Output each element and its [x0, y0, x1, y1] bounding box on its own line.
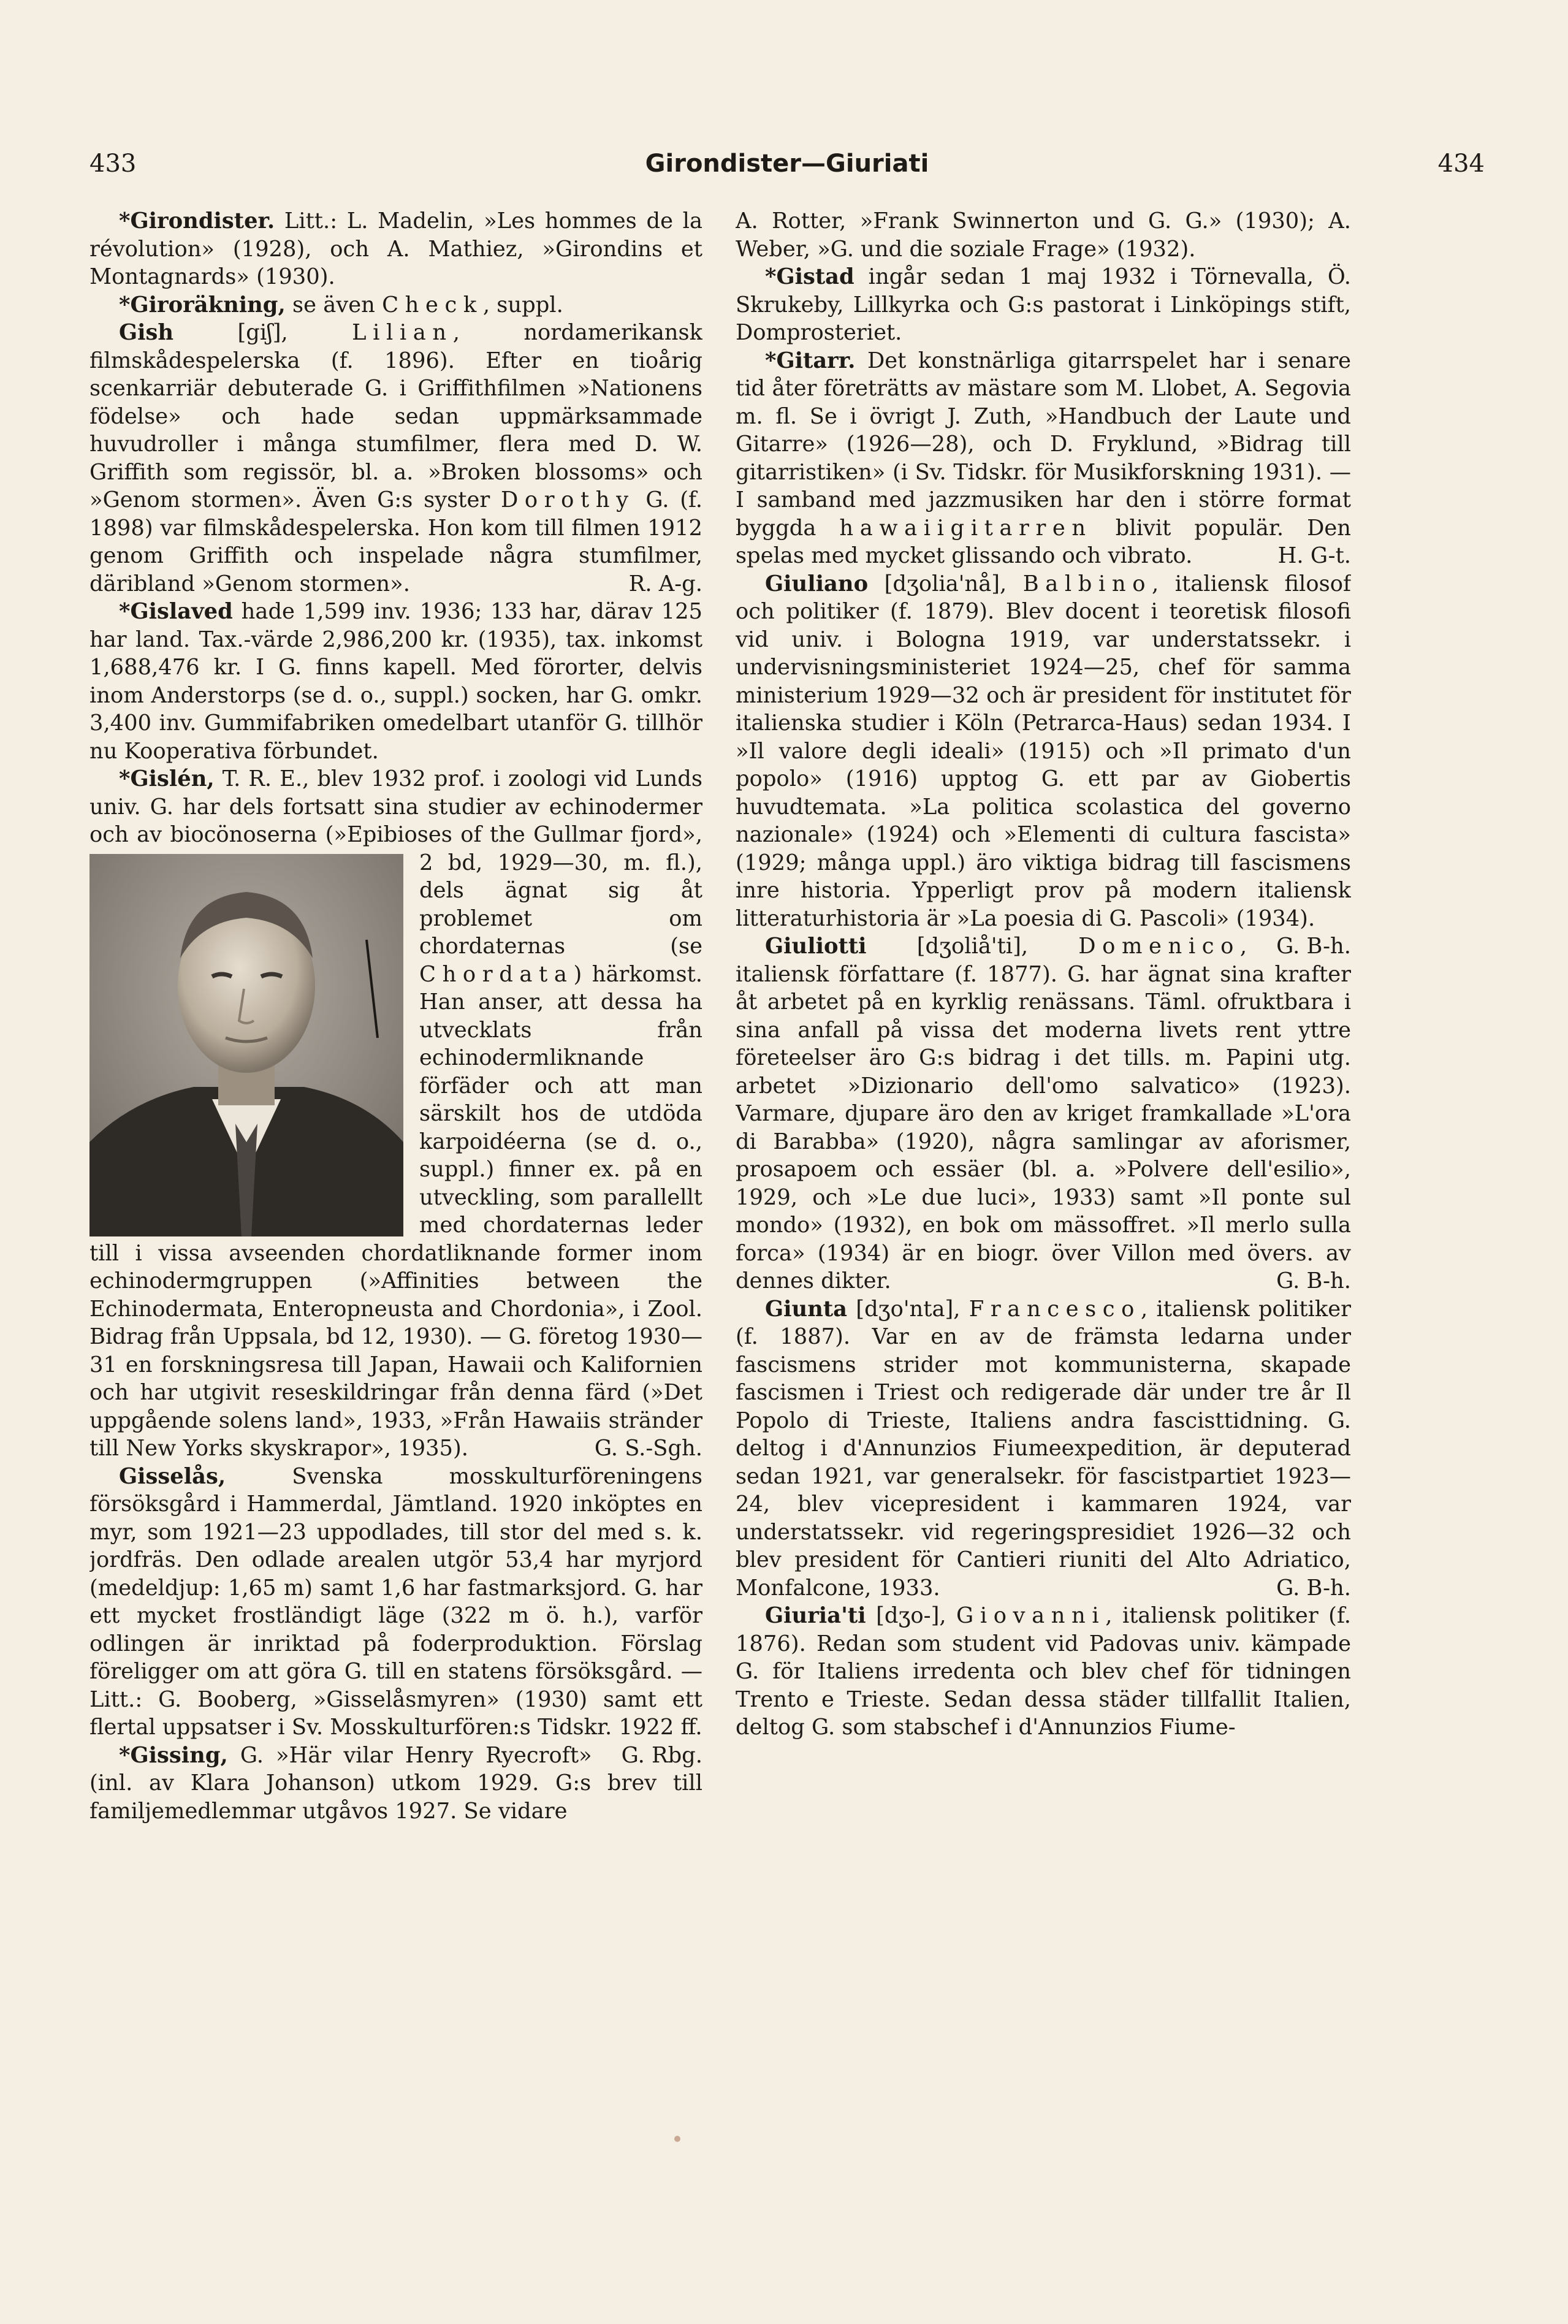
headword: Giuliotti: [765, 934, 867, 959]
headword: *Gislén,: [119, 766, 215, 791]
entry-giunta: [736, 1295, 1351, 1602]
entry-gislaved: [89, 598, 702, 765]
headword: *Gissing,: [119, 1742, 228, 1768]
headword: *Girondister.: [119, 208, 275, 234]
headword: Giunta: [765, 1296, 848, 1322]
entry-gislen: [89, 765, 702, 1463]
signature: G. B-h.: [1276, 934, 1351, 959]
spaced-name: Dorothy: [500, 487, 635, 512]
pronunciation: [dʒo'nta],: [847, 1296, 969, 1322]
page-number-left: 433: [89, 150, 137, 178]
entry-text: Det konstnärliga gitarrspelet har i senare tid åter företrätts av mästare som M. Llobet, A. Segovia m. fl. Se i övrigt J. Zuth, »Handbuch der Laute und Gitarre» (1926—28), och D. Fryklund, »Bidrag till gitarristiken» (i Sv. Tidskr. för Musikforskning 1931). — I samband med jazzmusiken har den i större format byggda: [736, 348, 1351, 541]
entry-text: Svenska mosskulturföreningens försöksgård i Hammerdal, Jämtland. 1920 inköptes en myr, som 1921—23 uppodlades, till stor del med s. k. jordfräs. Den odlade arealen utgör 53,4 har myrjord (medeldjup: 1,65 m) samt 1,6 har fastmarksjord. G. har ett mycket frostländigt läge (322 m ö. h.), varför odlingen är inriktad på foderproduktion. Förslag föreligger om att göra G. till en statens försöksgård. — Litt.: G. Booberg, »Gisselåsmyren» (1930) samt ett flertal uppsatser i Sv. Mosskulturfören:s Tidskr. 1922 ff.: [89, 1463, 702, 1740]
page-header: [89, 150, 1485, 186]
pronunciation: [giʃ],: [173, 320, 352, 345]
signature: R. A-g.: [628, 571, 702, 596]
entry-text: se även: [285, 292, 382, 318]
right-column: [736, 207, 1351, 2126]
spaced-name: Chordata: [419, 961, 574, 987]
entry-gistad: [736, 263, 1351, 347]
entry-text: , nordamerikansk filmskådespelerska (f. 1896). Efter en tioårig scenkarriär debuterade G. i Griffithfilmen »Nationens födelse» och hade sedan uppmärksammade huvudroller i många stumfilmer, flera med D. W. Griffith som regissör, bl. a. »Broken blossoms» och »Genom stormen». Även G:s syster: [89, 320, 702, 512]
entry-text: T. R. E., blev 1932 prof. i zoologi vid Lunds univ. G. har dels fortsatt sina studier av echinodermer och av biocönoserna (»Epibioses of the Gullmar fjord», 2 bd, 1929: [89, 766, 702, 875]
signature: G. B-h.: [1276, 1268, 1351, 1293]
headword: Gish: [119, 320, 174, 345]
signature: G. S.-Sgh.: [594, 1436, 702, 1461]
entry-girorakning: [89, 291, 702, 319]
entry-text: G. »Här vilar Henry Ryecroft» (inl. av Klara Johanson) utkom 1929. G:s brev till familjemedlemmar utgåvos 1927. Se vidare: [89, 1742, 702, 1824]
headword: Gisselås,: [119, 1463, 226, 1489]
pronunciation: [dʒoliå'ti],: [866, 934, 1079, 959]
page-number-right: 434: [1437, 150, 1485, 178]
spaced-name: Lilian: [352, 320, 453, 345]
headword: *Gitarr.: [765, 348, 856, 373]
entry-text: ingår sedan 1 maj 1932 i Törnevalla, Ö. Skrukeby, Lillkyrka och G:s pastorat i Linköpings stift, Domprosteriet.: [736, 264, 1351, 345]
headword: *Gistad: [765, 264, 854, 289]
entry-gissing-continued: [736, 207, 1351, 263]
entry-text: Litt.: L. Madelin, »Les hommes de la révolution» (1928), och A. Mathiez, »Girondins et Montagnards» (1930).: [89, 208, 702, 289]
signature: G. B-h.: [1276, 1575, 1351, 1601]
spaced-name: Giovanni: [956, 1603, 1106, 1628]
entry-text: , italiensk författare (f. 1877). G. har ägnat sina krafter åt arbetet på en kyrklig renässans. Täml. ofruktbara i sina anfall på vissa det moderna livets rent yttre företeelser äro G:s bidrag i det tills. m. Papini utg. arbetet »Dizionario dell'omo salvatico» (1923). Varmare, djupare äro den av kriget framkallade »L'ora di Barabba» (1920), några samlingar av aforismer, prosapoem och essäer (bl. a. »Polvere dell'esilio», 1929, och »Le due luci», 1933) samt »Il ponte sul mondo» (1932), en bok om mässoffret. »Il merlo sulla forca» (1934) är en biogr. över Villon med övers. av dennes dikter.: [736, 934, 1351, 1293]
signature: G. Rbg.: [621, 1742, 702, 1768]
spaced-name: hawaiigitarren: [839, 515, 1092, 541]
entry-text-continued: —30, m. fl.), dels ägnat sig åt problemet om chordaternas (se: [419, 850, 702, 959]
entry-text: G. (f. 1898) var filmskådespelerska. Hon kom till filmen 1912 genom Griffith och inspelade några stumfilmer, däribland »Genom stormen».: [89, 487, 702, 596]
spaced-name: Check: [382, 292, 483, 318]
headword: *Giroräkning,: [119, 292, 286, 318]
entry-text: , italiensk politiker (f. 1887). Var en av de främsta ledarna under fascismens strider mot kommunisterna, skapade fascismen i Triest och redigerade där under tre år Il Popolo di Trieste, Italiens andra fascisttidning. G. deltog i d'Annunzios Fiumeexpedition, är deputerad sedan 1921, var generalsekr. för fascistpartiet 1923—24, blev vicepresident i kammaren 1924, var understatssekr. vid regeringspresidiet 1926—32 och blev president för Cantieri riuniti del Alto Adriatico, Monfalcone, 1933.: [736, 1296, 1351, 1601]
pronunciation: [dʒolia'nå],: [868, 571, 1023, 596]
entry-text: A. Rotter, »Frank Swinnerton und G. G.» (1930); A. Weber, »G. und die soziale Frage» (1932).: [736, 208, 1351, 262]
entry-giuliotti: [736, 932, 1351, 1295]
entry-text: ) härkomst. Han anser, att dessa ha utvecklats från echinodermliknande förfäder och att man särskilt hos de utdöda karpoidéerna (se d. o., suppl.) finner ex. på en utveckling, som parallellt med chordaternas leder till i vissa avseenden chordatliknande former inom echinodermgruppen (»Affinities between the Echinodermata, Enteropneusta and Chordonia», i Zool. Bidrag från Uppsala, bd 12, 1930). — G. företog 1930—31 en forskningsresa till Japan, Hawaii och Kalifornien och har utgivit reseskildringar från denna färd (»Det uppgående solens land», 1933, »Från Hawaiis stränder till New Yorks skyskrapor», 1935).: [89, 961, 702, 1461]
entry-text: , italiensk filosof och politiker (f. 1879). Blev docent i teoretisk filosofi vid univ. i Bologna 1919, var understatssekr. i undervisningsministeriet 1924—25, chef för samma ministerium 1929—32 och är president för institutet för italienska studier i Köln (Petrarca-Haus) sedan 1934. I »Il valore degli ideali» (1915) och »Il primato d'un popolo» (1916) upptog G. ett par av Giobertis huvudtemata. »La politica scolastica del governo nazionale» (1924) och »Elementi di cultura fascista» (1929; många uppl.) äro viktiga bidrag till fascismens inre historia. Ypperligt prov på modern italiensk litteraturhistoria är »La poesia di G. Pascoli» (1934).: [736, 571, 1351, 931]
entry-gitarr: [736, 347, 1351, 570]
signature: H. G-t.: [1277, 543, 1351, 568]
entry-text: , italiensk politiker (f. 1876). Redan som student vid Padovas univ. kämpade G. för Italiens irredenta och blev chef för tidningen Trento e Trieste. Sedan dessa städer tillfallit Italien, deltog G. som stabschef i d'Annunzios Fiume-: [736, 1603, 1351, 1740]
portrait-photo: [89, 854, 403, 1236]
pronunciation: [dʒo-],: [866, 1603, 957, 1628]
running-title: Girondister—Giuriati: [645, 150, 929, 178]
entry-text: , suppl.: [482, 292, 563, 318]
entry-gish: [89, 319, 702, 598]
entry-text: hade 1,599 inv. 1936; 133 har, därav 125 har land. Tax.-värde 2,986,200 kr. (1935), tax. inkomst 1,688,476 kr. I G. finns kapell. Med förorter, delvis inom Anderstorps (se d. o., suppl.) socken, har G. omkr. 3,400 inv. Gummifabriken omedelbart utanför G. tillhör nu Kooperativa förbundet.: [89, 599, 702, 764]
entry-girondister: [89, 207, 702, 291]
spaced-name: Francesco: [969, 1296, 1141, 1322]
entry-text: blivit populär. Den spelas med mycket glissando och vibrato.: [736, 515, 1351, 568]
spaced-name: Balbino: [1022, 571, 1152, 596]
headword: Giuliano: [765, 571, 869, 596]
page-mark: [674, 2136, 680, 2142]
left-column: [89, 207, 702, 2126]
spaced-name: Domenico: [1078, 934, 1240, 959]
headword: Giuria'ti: [765, 1603, 866, 1628]
entry-giuriati: [736, 1602, 1351, 1742]
headword: *Gislaved: [119, 599, 233, 624]
